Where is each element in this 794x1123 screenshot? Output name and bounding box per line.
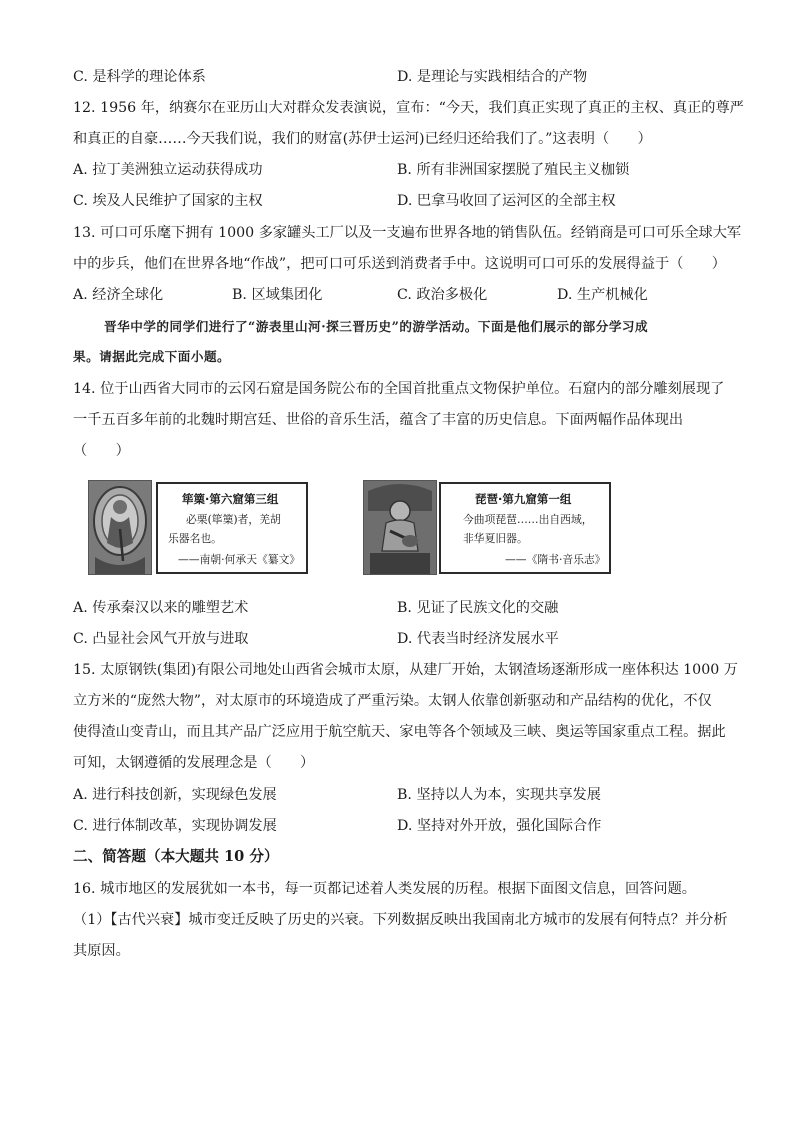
bili-caption-title: 筚篥·第六窟第三组	[182, 492, 279, 506]
bili-relief-photo	[88, 480, 152, 575]
q14-stem-line3: （ ）	[73, 443, 130, 459]
q14-stem-line1: 14. 位于山西省大同市的云冈石窟是国务院公布的全国首批重点文物保护单位。石窟内的部分雕刻展现了	[73, 381, 725, 397]
q16-stem-line2: （1）【古代兴衰】城市变迁反映了历史的兴衰。下列数据反映出我国南北方城市的发展有何特点？并分析	[73, 912, 728, 928]
q11-option-d: D. 是理论与实践相结合的产物	[397, 69, 588, 85]
q14-option-c: C. 凸显社会风气开放与进取	[73, 631, 249, 647]
pipa-caption-box	[439, 482, 611, 574]
bili-caption-body1: 必栗(筚篥)者，羌胡	[186, 513, 281, 526]
intro-line2: 果。请据此完成下面小题。	[73, 349, 231, 364]
q15-stem-line3: 使得渣山变青山，而且其产品广泛应用于航空航天、家电等各个领域及三峡、奥运等国家重点工程。据此	[73, 724, 726, 740]
intro-line1: 晋华中学的同学们进行了“游表里山河·探三晋历史”的游学活动。下面是他们展示的部分学习成	[104, 319, 649, 334]
section2-title: 二、简答题（本大题共 10 分）	[73, 848, 279, 865]
q15-option-d: D. 坚持对外开放，强化国际合作	[397, 818, 602, 834]
q12-stem-line2: 和真正的自豪……今天我们说，我们的财富(苏伊士运河)已经归还给我们了。”这表明（ ）	[73, 131, 652, 147]
q12-option-c: C. 埃及人民维护了国家的主权	[73, 193, 263, 209]
q15-stem-line4: 可知，太钢遵循的发展理念是（ ）	[73, 755, 315, 771]
q16-stem-line1: 16. 城市地区的发展犹如一本书，每一页都记述着人类发展的历程。根据下面图文信息，回答问题。	[73, 881, 696, 897]
figure-pipa	[363, 480, 613, 575]
q12-option-a: A. 拉丁美洲独立运动获得成功	[73, 162, 263, 178]
q14-option-d: D. 代表当时经济发展水平	[397, 631, 559, 647]
pipa-caption-body1: 今曲项琵琶……出自西域，	[463, 513, 593, 526]
relief-carving-image	[89, 481, 151, 574]
bili-caption-body2: 乐器名也。	[168, 532, 222, 545]
q13-stem-line1: 13. 可口可乐麾下拥有 1000 多家罐头工厂以及一支遍布世界各地的销售队伍。经销商是可口可乐全球大军	[73, 225, 742, 241]
q14-option-b: B. 见证了民族文化的交融	[397, 600, 559, 616]
q13-option-d: D. 生产机械化	[557, 287, 648, 303]
pipa-caption-body2: 非华夏旧器。	[463, 532, 528, 545]
bili-caption-source: ——南朝·何承天《纂文》	[178, 553, 301, 566]
q14-option-a: A. 传承秦汉以来的雕塑艺术	[73, 600, 249, 616]
q15-option-b: B. 坚持以人为本，实现共享发展	[397, 787, 601, 803]
q12-option-d: D. 巴拿马收回了运河区的全部主权	[397, 193, 616, 209]
pipa-caption-title: 琵琶·第九窟第一组	[475, 492, 572, 506]
q13-option-b: B. 区域集团化	[232, 287, 323, 303]
relief-carving-image	[364, 481, 436, 574]
q15-stem-line1: 15. 太原钢铁(集团)有限公司地处山西省会城市太原，从建厂开始，太钢渣场逐渐形成一座体积达 1000 万	[73, 662, 738, 678]
q12-stem-line1: 12. 1956 年，纳赛尔在亚历山大对群众发表演说，宣布：“今天，我们真正实现了真正的主权、真正的尊严	[73, 100, 744, 116]
q12-option-b: B. 所有非洲国家摆脱了殖民主义枷锁	[397, 162, 630, 178]
pipa-caption-source: ——《隋书·音乐志》	[505, 553, 606, 566]
q15-option-a: A. 进行科技创新，实现绿色发展	[73, 787, 277, 803]
q16-stem-line3: 其原因。	[73, 943, 130, 959]
pipa-relief-photo	[363, 480, 437, 575]
bili-caption-box	[156, 482, 308, 574]
figure-bili	[88, 480, 308, 575]
q15-stem-line2: 立方米的“庞然大物”，对太原市的环境造成了严重污染。太钢人依靠创新驱动和产品结构的优化，不仅	[73, 693, 712, 709]
q15-option-c: C. 进行体制改革，实现协调发展	[73, 818, 277, 834]
q14-stem-line2: 一千五百多年前的北魏时期宫廷、世俗的音乐生活，蕴含了丰富的历史信息。下面两幅作品体现出	[73, 412, 684, 428]
q13-option-c: C. 政治多极化	[397, 287, 488, 303]
q13-stem-line2: 中的步兵，他们在世界各地“作战”，把可口可乐送到消费者手中。这说明可口可乐的发展得益于（ ）	[73, 256, 726, 272]
q13-option-a: A. 经济全球化	[73, 287, 164, 303]
q11-option-c: C. 是科学的理论体系	[73, 69, 206, 85]
